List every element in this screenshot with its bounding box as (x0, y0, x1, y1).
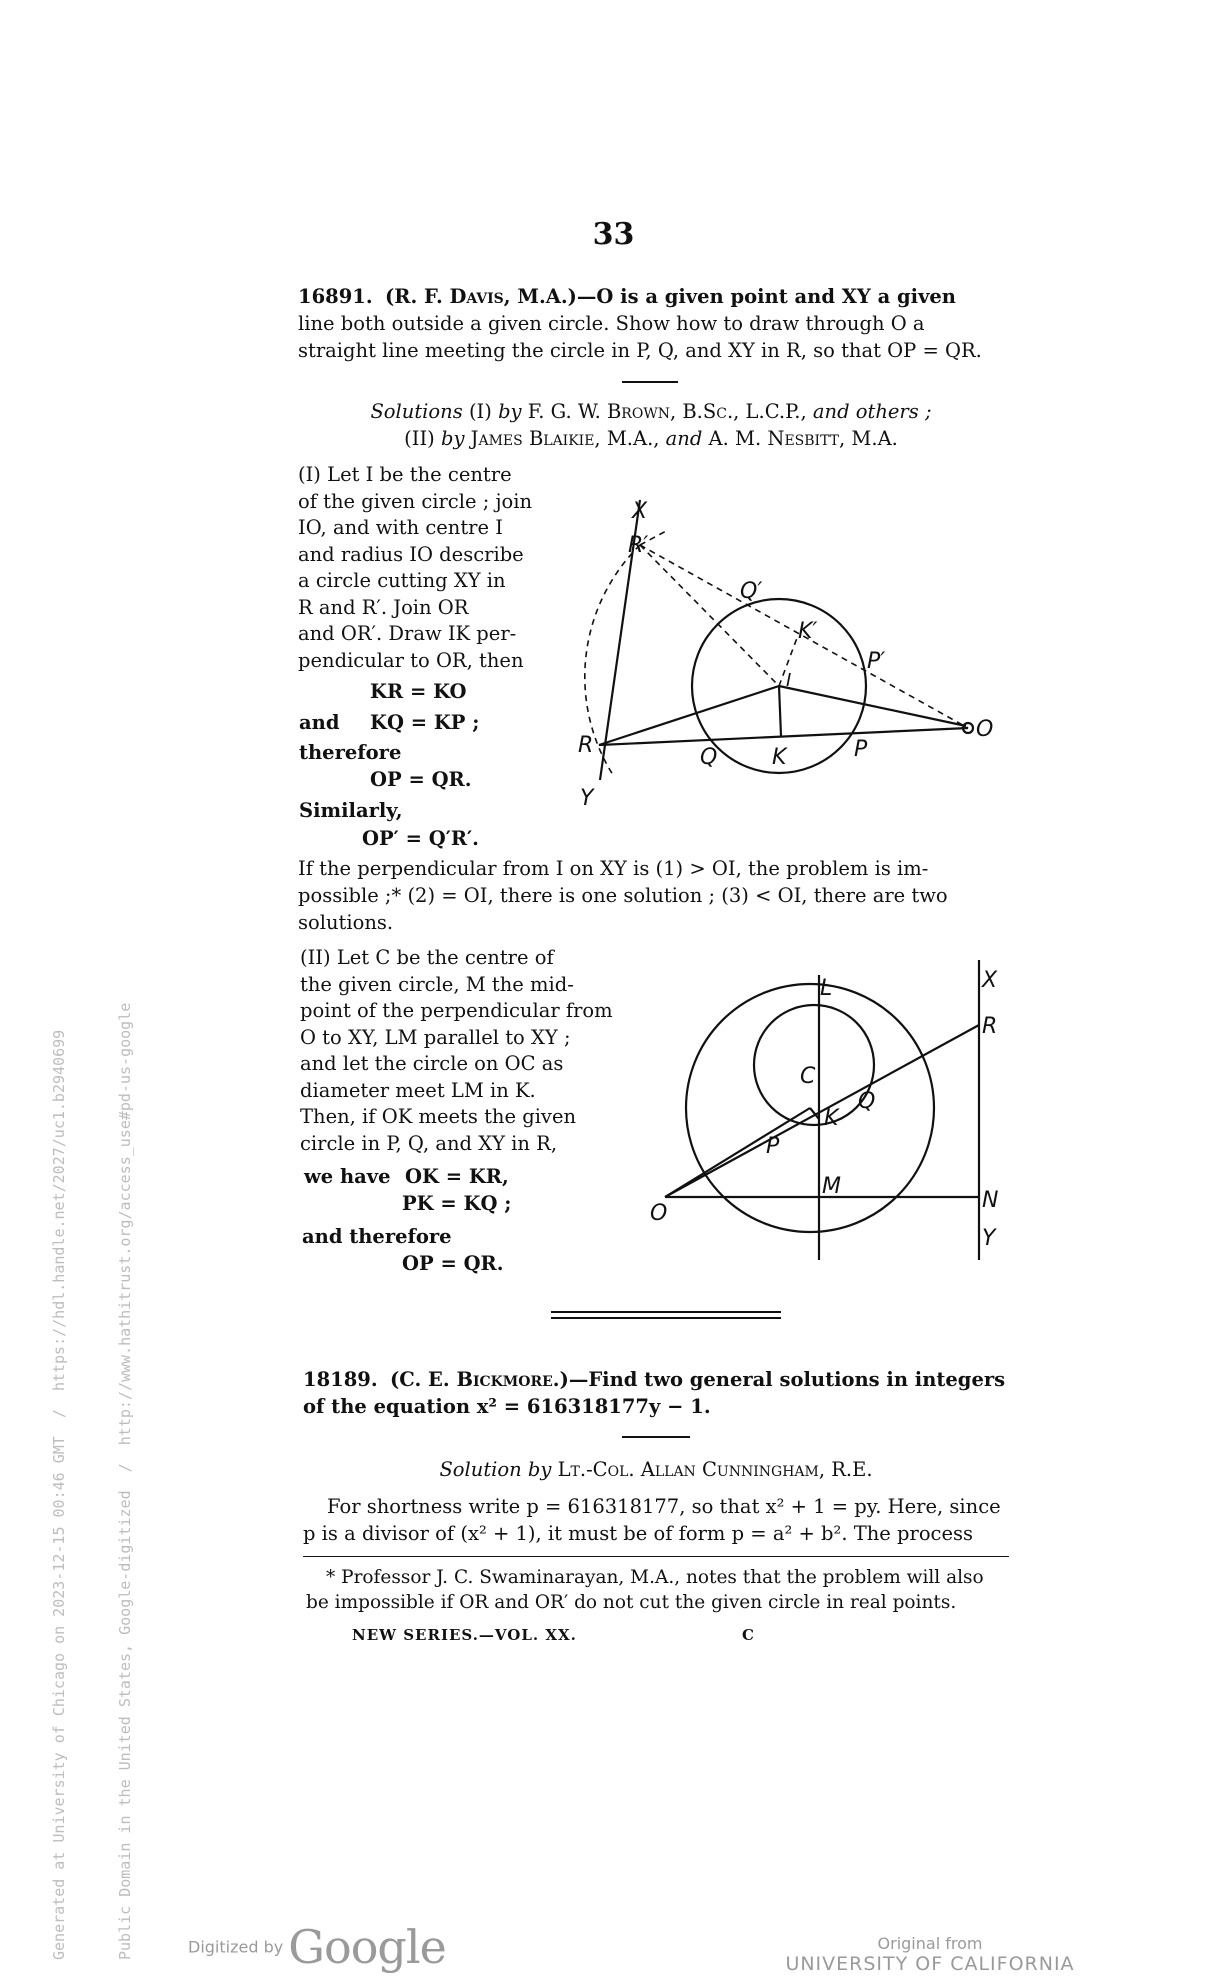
label-q: Q (858, 1089, 876, 1114)
solutions-word: Solutions (370, 400, 463, 423)
question-number: 18189. (303, 1368, 378, 1391)
part1-line: of the given circle ; join (298, 489, 533, 513)
label-k: K (824, 1106, 839, 1131)
part1-therefore: therefore (299, 741, 402, 764)
part1-line: R and R′. Join OR (298, 595, 469, 619)
label-o: O (976, 717, 994, 742)
label-y: Y (580, 786, 594, 811)
part2-line: and let the circle on OC as (300, 1052, 564, 1075)
original-from (780, 1934, 1080, 1975)
part1-eq3: OP = QR. (370, 768, 472, 791)
part1-similarly: Similarly, (299, 799, 403, 822)
label-r: R (578, 733, 594, 758)
label-c: C (800, 1064, 816, 1089)
solutions-i: (I) (468, 400, 492, 423)
by-word: by (527, 1458, 552, 1481)
label-r-prime: R′ (628, 533, 649, 558)
part1-line: a circle cutting XY in (298, 569, 506, 592)
label-i: I (786, 670, 792, 691)
page-number: 33 (592, 217, 635, 252)
solver-name-2: James Blaikie, M.A., (470, 427, 660, 450)
university-label: UNIVERSITY OF CALIFORNIA (785, 1953, 1075, 1975)
label-x: X (632, 499, 648, 524)
label-q-prime: Q′ (740, 579, 763, 604)
solutions-ii: (II) (404, 427, 435, 450)
question-line-1: —O is a given point and XY a given (576, 285, 956, 308)
question-author: (R. F. Davis, M.A.) (385, 285, 577, 308)
part1-eq2: KQ = KP ; (370, 711, 480, 734)
line-or (665, 1025, 979, 1197)
label-r: R (982, 1014, 998, 1039)
part2-line: O to XY, LM parallel to XY ; (300, 1025, 571, 1049)
part2-line: circle in P, Q, and XY in R, (300, 1131, 558, 1155)
question-number: 16891. (298, 285, 373, 308)
watermark-line-1: Generated at University of Chicago on 2023-12-15 00:46 GMT / https://hdl.handle.net/2027/uc1.b2940699 (50, 1029, 68, 1960)
label-p: P (766, 1134, 780, 1159)
figure-2 (630, 955, 1010, 1275)
part2-line: diameter meet LM in K. (300, 1078, 536, 1102)
solver-name: Lt.-Col. Allan Cunningham, R.E. (557, 1458, 873, 1481)
label-l: L (820, 976, 833, 1001)
part2-line: point of the perpendicular from (300, 999, 613, 1022)
solver-name-1: F. G. W. Brown, B.Sc., L.C.P., (527, 400, 807, 423)
figure-1 (560, 490, 1020, 820)
conclusion-line: If the perpendicular from I on XY is (1) > OI, the problem is im- (298, 857, 929, 880)
footnote-line: be impossible if OR and OR′ do not cut the given circle in real points. (306, 1592, 957, 1613)
question-author: (C. E. Bickmore.) (390, 1368, 569, 1391)
part2-line: Then, if OK meets the given (300, 1105, 577, 1128)
label-m: M (822, 1174, 841, 1199)
part1-eq4: OP′ = Q′R′. (362, 827, 479, 850)
part2-line: the given circle, M the mid- (300, 972, 574, 996)
part2-eq3: OP = QR. (402, 1252, 504, 1275)
solution-line: p is a divisor of (x² + 1), it must be of form p = a² + b². The process (303, 1522, 974, 1545)
line-ir-prime (640, 545, 779, 686)
line-ik (779, 686, 781, 736)
question-line-1: —Find two general solutions in integers (568, 1368, 1006, 1391)
series-signature: NEW SERIES.—VOL. XX. (352, 1626, 577, 1644)
part2-text (300, 945, 615, 1157)
part1-and: and (299, 711, 340, 734)
line-io (779, 686, 966, 726)
conclusion-line: solutions. (298, 911, 394, 934)
label-y: Y (982, 1226, 996, 1251)
question-line-2: line both outside a given circle. Show how to draw through O a (298, 312, 925, 335)
part1-line: pendicular to OR, then (298, 648, 524, 672)
digitized-label: Digitized by (188, 1937, 284, 1957)
label-o: O (650, 1201, 668, 1226)
part2-line: (II) Let C be the centre of (300, 946, 554, 969)
short-rule-2 (622, 1436, 690, 1438)
label-k: K (772, 745, 787, 770)
digitized-by-google (188, 1920, 446, 1974)
footnote-rule (303, 1556, 1009, 1557)
part1-line: and radius IO describe (298, 542, 524, 566)
and-word: and (665, 427, 703, 450)
solver-name-3: A. M. Nesbitt, M.A. (708, 427, 898, 450)
original-from-label: Original from (877, 1934, 983, 1953)
google-logo: Google (288, 1920, 446, 1974)
part1-line: and OR′. Draw IK per- (298, 622, 517, 645)
part1-text (298, 462, 543, 674)
part1-eq1: KR = KO (370, 680, 467, 703)
label-q: Q (700, 745, 718, 770)
label-p-prime: P′ (867, 649, 886, 674)
others-word: and others ; (812, 400, 932, 423)
part1-line: (I) Let I be the centre (298, 463, 512, 486)
solution-text (303, 1493, 1009, 1547)
part1-conclusion (298, 855, 1004, 936)
label-k-prime: K′ (798, 619, 818, 644)
solution-heading (303, 1456, 1009, 1483)
part2-we-have: we have (304, 1165, 391, 1188)
by-word: by (498, 400, 522, 423)
solution-line: For shortness write p = 616318177, so that x² + 1 = py. Here, since (327, 1495, 1001, 1518)
part1-line: IO, and with centre I (298, 516, 503, 539)
by-word-2: by (440, 427, 465, 450)
line-ri (599, 686, 779, 745)
label-n: N (982, 1188, 999, 1213)
section-divider (551, 1311, 781, 1319)
watermark-line-2: Public Domain in the United States, Google-digitized / http://www.hathitrust.org/access_use#pd-us-google (116, 1002, 134, 1960)
footnote-line: * Professor J. C. Swaminarayan, M.A., notes that the problem will also (326, 1567, 984, 1588)
part2-eq1: OK = KR, (405, 1165, 509, 1188)
conclusion-line: possible ;* (2) = OI, there is one solution ; (3) < OI, there are two (298, 884, 948, 907)
solutions-heading (298, 398, 1004, 452)
question-16891 (298, 283, 1004, 364)
short-rule (622, 381, 678, 383)
solution-word: Solution (439, 1458, 522, 1481)
part2-and-therefore: and therefore (302, 1225, 452, 1248)
part2-eq2: PK = KQ ; (402, 1192, 512, 1215)
signature-letter: C (742, 1626, 754, 1644)
label-x: X (982, 968, 998, 993)
question-line-2: of the equation x² = 616318177y − 1. (303, 1395, 711, 1418)
line-or (599, 728, 968, 745)
footnote (306, 1565, 1011, 1615)
question-18189 (303, 1366, 1009, 1420)
hathitrust-watermark (4, 1003, 158, 1960)
question-line-3: straight line meeting the circle in P, Q, and XY in R, so that OP = QR. (298, 339, 982, 362)
label-p: P (854, 737, 868, 762)
